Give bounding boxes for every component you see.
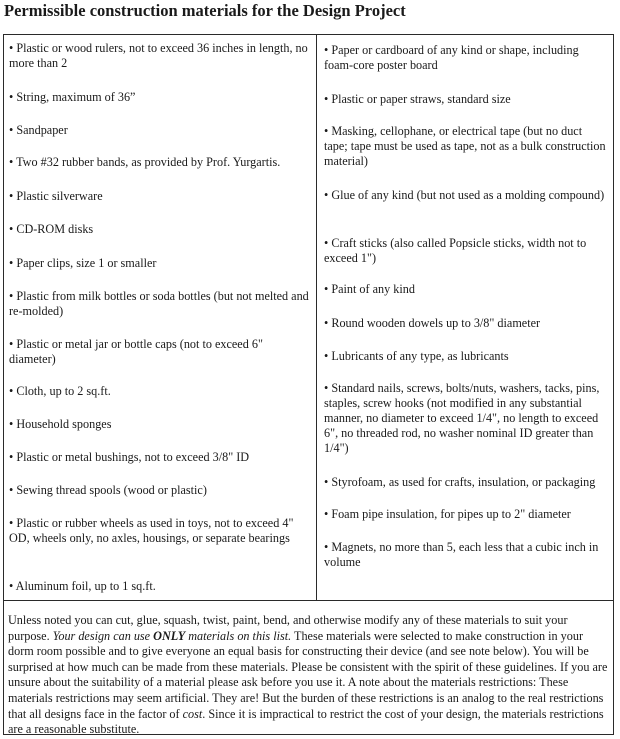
left-column bbox=[4, 35, 316, 600]
list-item: • Foam pipe insulation, for pipes up to 2" diameter bbox=[324, 507, 571, 521]
list-item: • Round wooden dowels up to 3/8" diameter bbox=[324, 316, 541, 330]
note-cost-emphasis: cost bbox=[182, 706, 203, 721]
note-text: Unless noted you can cut, glue, squash, twist, paint, bend, and otherwise modify any of these materials to suit your purpose. bbox=[8, 613, 568, 643]
list-item: • Plastic silverware bbox=[9, 189, 103, 203]
note-emphasis: Your design can use bbox=[52, 628, 154, 643]
list-item: • Cloth, up to 2 sq.ft. bbox=[9, 384, 111, 398]
list-item: • CD-ROM disks bbox=[9, 222, 94, 236]
list-item: • Sewing thread spools (wood or plastic) bbox=[9, 483, 207, 497]
list-item: • Lubricants of any type, as lubricants bbox=[324, 349, 509, 363]
list-item: • Plastic or paper straws, standard size bbox=[324, 92, 511, 106]
list-item: • Magnets, no more than 5, each less that a cubic inch in volume bbox=[324, 540, 599, 569]
list-item: • Paper or cardboard of any kind or shape, including foam-core poster board bbox=[324, 43, 579, 72]
list-item: • Craft sticks (also called Popsicle sticks, width not to exceed 1") bbox=[324, 236, 587, 265]
list-item: • Plastic or wood rulers, not to exceed 36 inches in length, no more than 2 bbox=[9, 41, 308, 70]
table-divider bbox=[4, 600, 613, 601]
right-column bbox=[316, 35, 612, 600]
note-only-emphasis: ONLY bbox=[153, 628, 186, 643]
list-item: • Plastic or rubber wheels as used in toys, not to exceed 4" OD, wheels only, no axles, housings, or separate bearings bbox=[9, 516, 294, 545]
note-text: These materials were selected to make construction in your dorm room possible and to give everyone an equal basis for constructing their device (and see note below). You will be surprised at how much can be made from these materials. Please be consistent with the spirit of these guidelines. If you are unsure about the suitability of a material please ask before you use it. A note about the materials restrictions: These materials restrictions may seem artificial. They are! But the burden of these restrictions is an analog to the real restrictions that all designs face in the factor of bbox=[8, 628, 608, 721]
list-item: • Two #32 rubber bands, as provided by Prof. Yurgartis. bbox=[9, 155, 281, 169]
list-item: • Plastic from milk bottles or soda bottles (but not melted and re-molded) bbox=[9, 289, 309, 318]
list-item: • String, maximum of 36” bbox=[9, 90, 136, 104]
materials-note bbox=[8, 613, 610, 738]
list-item: • Plastic or metal bushings, not to exceed 3/8" ID bbox=[9, 450, 250, 464]
list-item: • Standard nails, screws, bolts/nuts, washers, tacks, pins, staples, screw hooks (not modified in any substantial manner, no diameter to exceed 1/4", no length to exceed 6", no threaded rod, no washer nominal ID greater than 1/4") bbox=[324, 381, 600, 455]
list-item: • Sandpaper bbox=[9, 123, 68, 137]
list-item: • Paper clips, size 1 or smaller bbox=[9, 256, 157, 270]
document-title: Permissible construction materials for the Design Project bbox=[4, 1, 406, 20]
list-item: • Paint of any kind bbox=[324, 282, 415, 296]
list-item: • Plastic or metal jar or bottle caps (not to exceed 6" diameter) bbox=[9, 337, 263, 366]
note-emphasis: materials on this list. bbox=[185, 628, 292, 643]
list-item: • Glue of any kind (but not used as a molding compound) bbox=[324, 188, 605, 202]
list-item: • Styrofoam, as used for crafts, insulation, or packaging bbox=[324, 475, 596, 489]
note-text: . Since it is impractical to restrict the cost of your design, the materials restrictions are a reasonable substitute. bbox=[8, 706, 604, 737]
list-item: • Aluminum foil, up to 1 sq.ft. bbox=[9, 579, 156, 593]
list-item: • Masking, cellophane, or electrical tape (but no duct tape; tape must be used as tape, not as a bulk construction material) bbox=[324, 124, 606, 168]
list-item: • Household sponges bbox=[9, 417, 112, 431]
materials-table bbox=[3, 34, 614, 735]
